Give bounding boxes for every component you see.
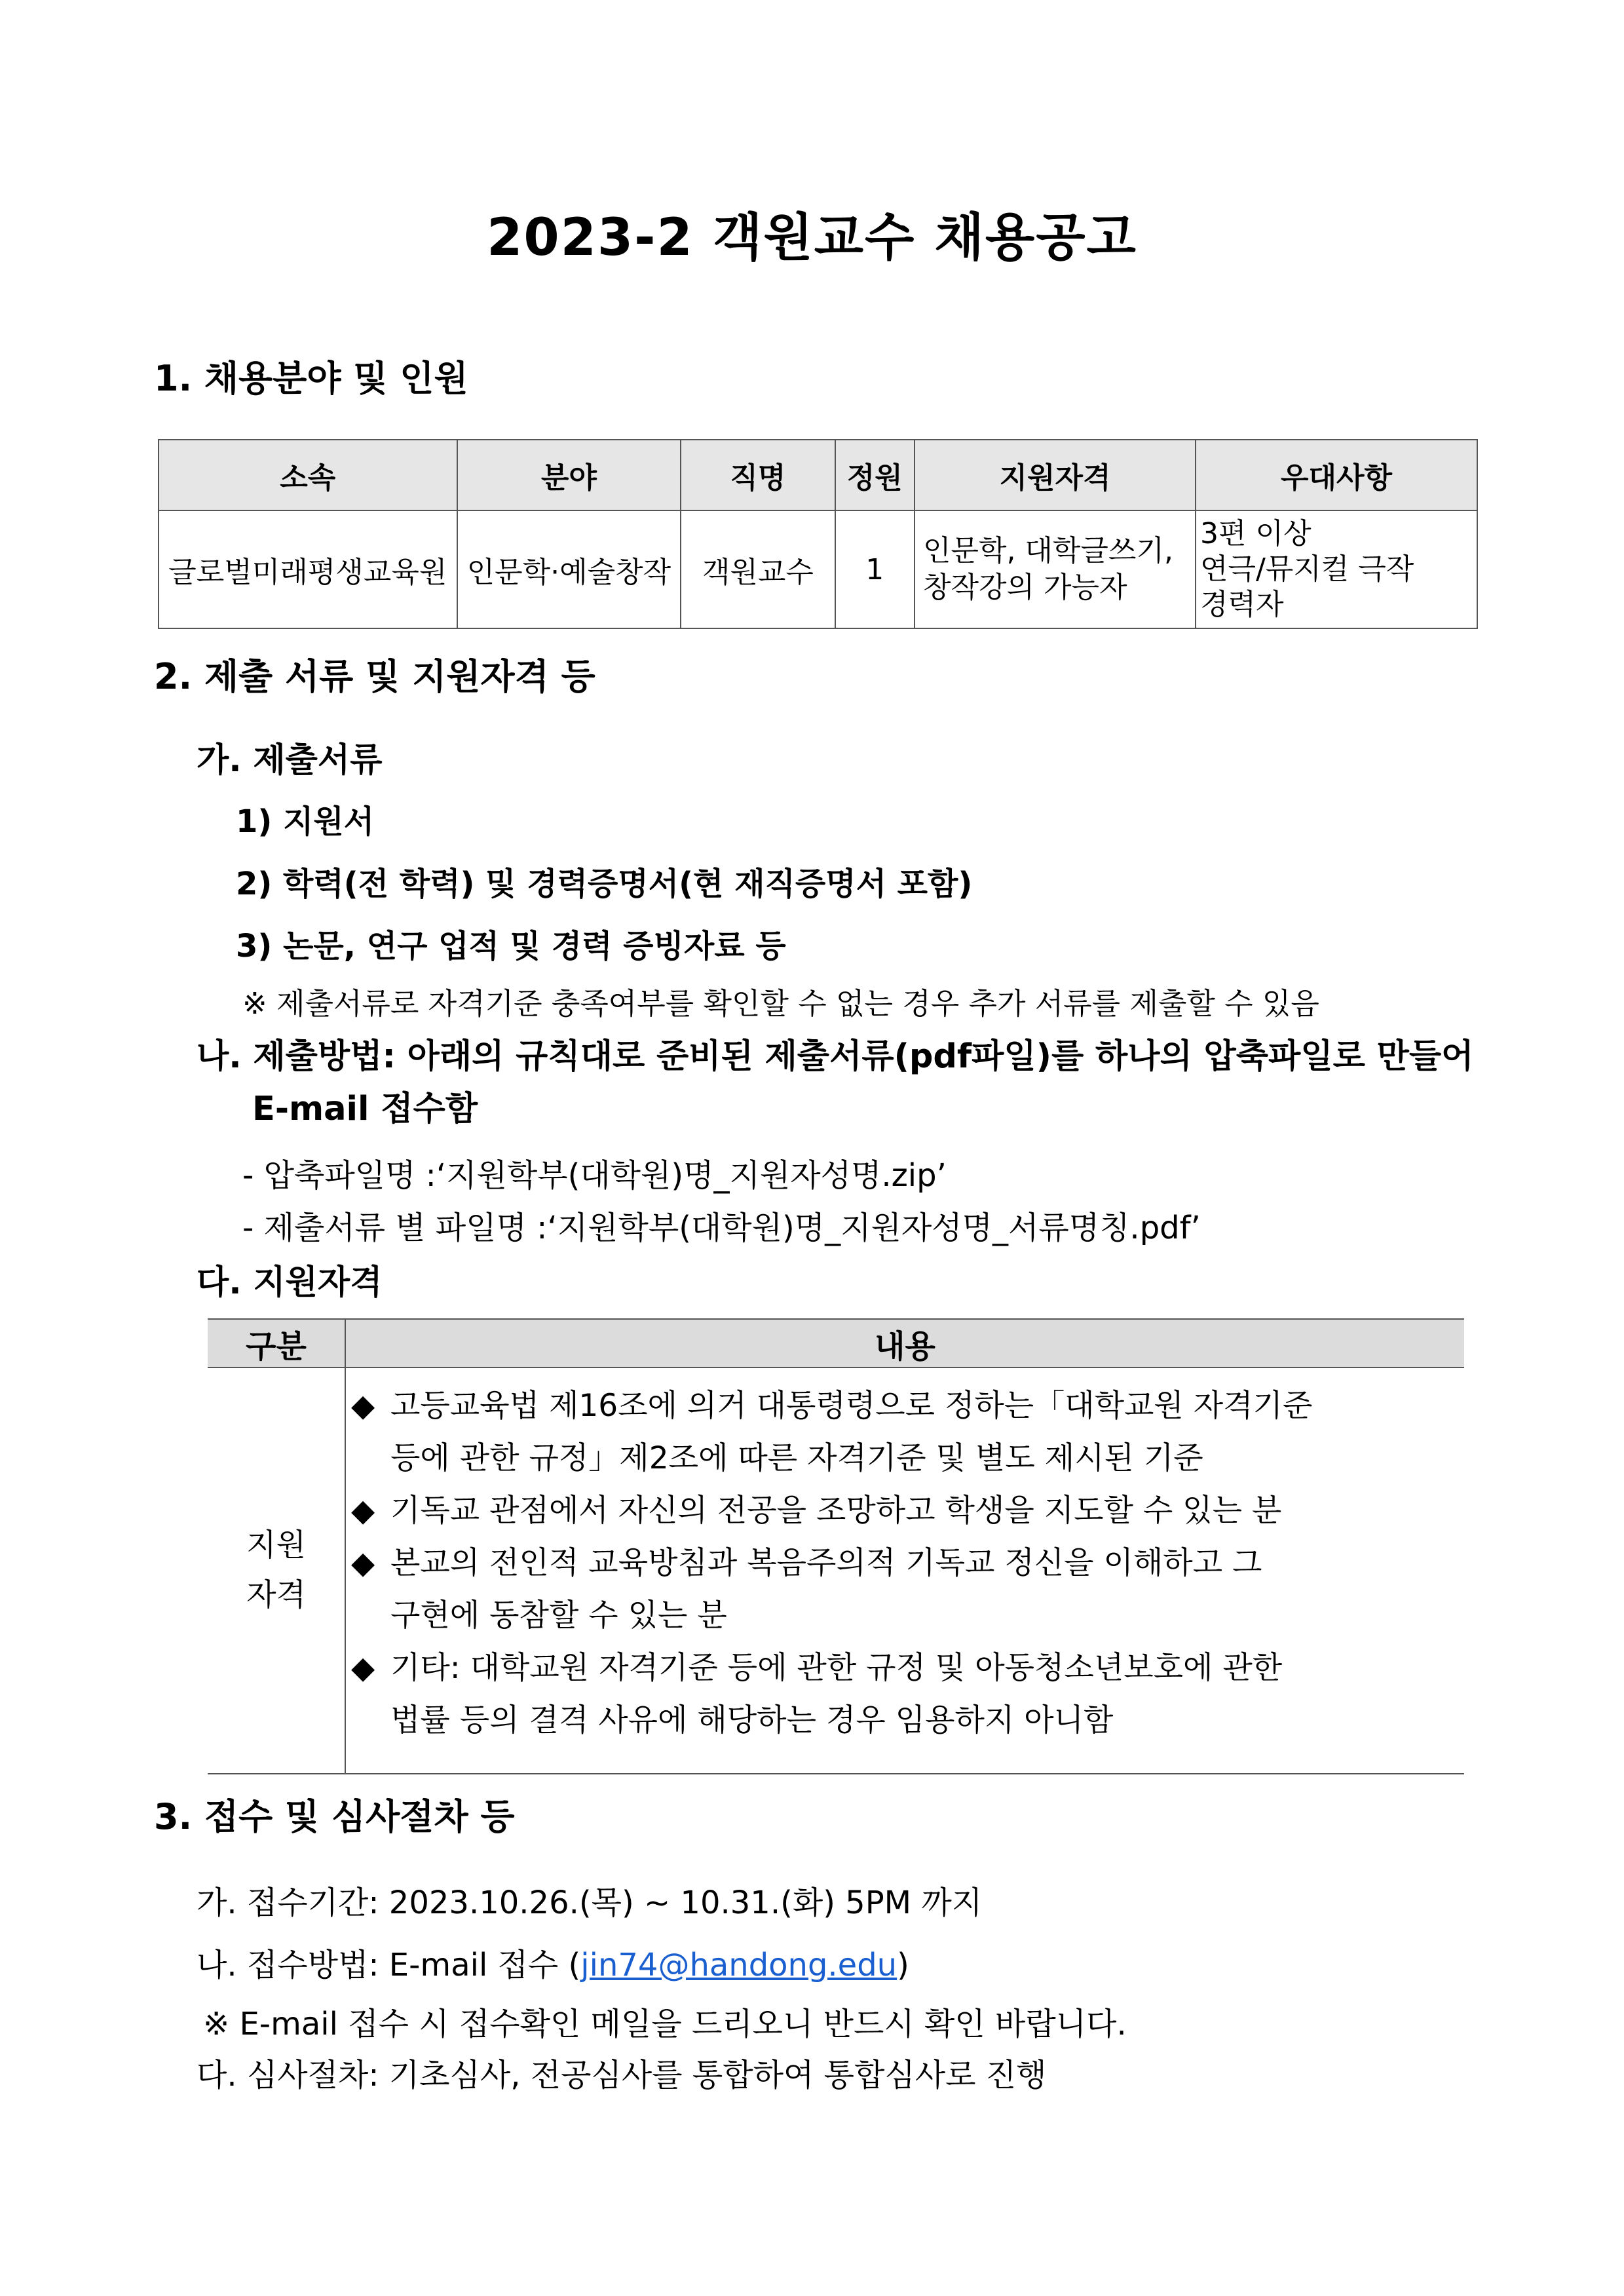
preference-line: 연극/뮤지컬 극작 xyxy=(1199,552,1414,586)
header-category: 구분 xyxy=(208,1319,345,1368)
preference-line: 경력자 xyxy=(1199,588,1284,621)
cell-affiliation: 글로벌미래평생교육원 xyxy=(159,510,457,628)
bullet-line: 본교의 전인적 교육방침과 복음주의적 기독교 정신을 이해하고 그 xyxy=(390,1545,1262,1581)
cell-category xyxy=(208,1368,345,1774)
preference-line: 3편 이상 xyxy=(1199,517,1312,550)
method-suffix: ) xyxy=(897,1947,909,1983)
qualification-line: 창작강의 가능자 xyxy=(922,571,1127,604)
header-preference: 우대사항 xyxy=(1196,440,1477,510)
recruitment-table xyxy=(158,439,1478,629)
category-line: 지원 xyxy=(246,1527,306,1563)
review-procedure: 다. 심사절차: 기초심사, 전공심사를 통합하여 통합심사로 진행 xyxy=(197,2057,1047,2094)
table-row xyxy=(208,1368,1464,1774)
cell-content xyxy=(345,1368,1464,1774)
section2-da-heading: 다. 지원자격 xyxy=(197,1263,383,1302)
application-method xyxy=(197,1940,909,1985)
cell-qualification xyxy=(915,510,1196,628)
section2-ga-heading: 가. 제출서류 xyxy=(197,741,383,780)
list-item xyxy=(351,1537,1464,1642)
table-header-row xyxy=(208,1319,1464,1368)
application-period: 가. 접수기간: 2023.10.26.(목) ~ 10.31.(화) 5PM 까지 xyxy=(197,1885,983,1921)
diamond-bullet-icon: ◆ xyxy=(351,1493,375,1529)
section2-heading: 2. 제출 서류 및 지원자격 등 xyxy=(154,656,595,697)
qualification-line: 인문학, 대학글쓰기, xyxy=(922,534,1173,567)
doc-note: ※ 제출서류로 자격기준 충족여부를 확인할 수 없는 경우 추가 서류를 제출할 수 있음 xyxy=(242,986,1319,1021)
cell-field: 인문학·예술창작 xyxy=(457,510,681,628)
header-position: 직명 xyxy=(681,440,835,510)
diamond-bullet-icon: ◆ xyxy=(351,1545,375,1581)
list-item xyxy=(351,1642,1464,1747)
cell-quota: 1 xyxy=(835,510,915,628)
bullet-line: 기독교 관점에서 자신의 전공을 조망하고 학생을 지도할 수 있는 분 xyxy=(390,1493,1282,1529)
zip-filename-rule: - 압축파일명 :‘지원학부(대학원)명_지원자성명.zip’ xyxy=(242,1157,947,1194)
section2-na-heading-line2: E-mail 접수함 xyxy=(252,1090,478,1128)
category-line: 자격 xyxy=(246,1577,306,1613)
header-qualification: 지원자격 xyxy=(915,440,1196,510)
header-field: 분야 xyxy=(457,440,681,510)
table-header-row xyxy=(159,440,1477,510)
qualification-table xyxy=(208,1318,1464,1774)
bullet-line: 기타: 대학교원 자격기준 등에 관한 규정 및 아동청소년보호에 관한 xyxy=(390,1650,1283,1686)
doc-filename-rule: - 제출서류 별 파일명 :‘지원학부(대학원)명_지원자성명_서류명칭.pdf’ xyxy=(242,1210,1201,1246)
section1-heading: 1. 채용분야 및 인원 xyxy=(154,358,468,399)
diamond-bullet-icon: ◆ xyxy=(351,1388,375,1424)
header-affiliation: 소속 xyxy=(159,440,457,510)
bullet-line: 법률 등의 결격 사유에 해당하는 경우 임용하지 아니함 xyxy=(390,1702,1114,1738)
diamond-bullet-icon: ◆ xyxy=(351,1650,375,1686)
header-quota: 정원 xyxy=(835,440,915,510)
page-title: 2023-2 객원교수 채용공고 xyxy=(487,208,1137,267)
list-item xyxy=(351,1485,1464,1537)
method-prefix: 나. 접수방법: E-mail 접수 ( xyxy=(197,1947,581,1983)
doc-item-3: 3) 논문, 연구 업적 및 경력 증빙자료 등 xyxy=(236,928,786,965)
doc-item-1: 1) 지원서 xyxy=(236,803,375,840)
header-content: 내용 xyxy=(345,1319,1464,1368)
doc-item-2: 2) 학력(전 학력) 및 경력증명서(현 재직증명서 포함) xyxy=(236,866,973,902)
bullet-line: 등에 관한 규정」제2조에 따른 자격기준 및 별도 제시된 기준 xyxy=(390,1440,1203,1476)
section3-heading: 3. 접수 및 심사절차 등 xyxy=(154,1796,515,1837)
email-note: ※ E-mail 접수 시 접수확인 메일을 드리오니 반드시 확인 바랍니다. xyxy=(203,2006,1127,2042)
cell-position: 객원교수 xyxy=(681,510,835,628)
list-item xyxy=(351,1380,1464,1485)
email-link[interactable]: jin74@handong.edu xyxy=(580,1947,897,1983)
bullet-line: 고등교육법 제16조에 의거 대통령령으로 정하는「대학교원 자격기준 xyxy=(390,1388,1313,1424)
bullet-line: 구현에 동참할 수 있는 분 xyxy=(390,1598,727,1634)
cell-preference xyxy=(1196,510,1477,628)
section2-na-heading-line1: 나. 제출방법: 아래의 규칙대로 준비된 제출서류(pdf파일)를 하나의 압축파일로 만들어 xyxy=(197,1037,1474,1076)
table-row xyxy=(159,510,1477,628)
